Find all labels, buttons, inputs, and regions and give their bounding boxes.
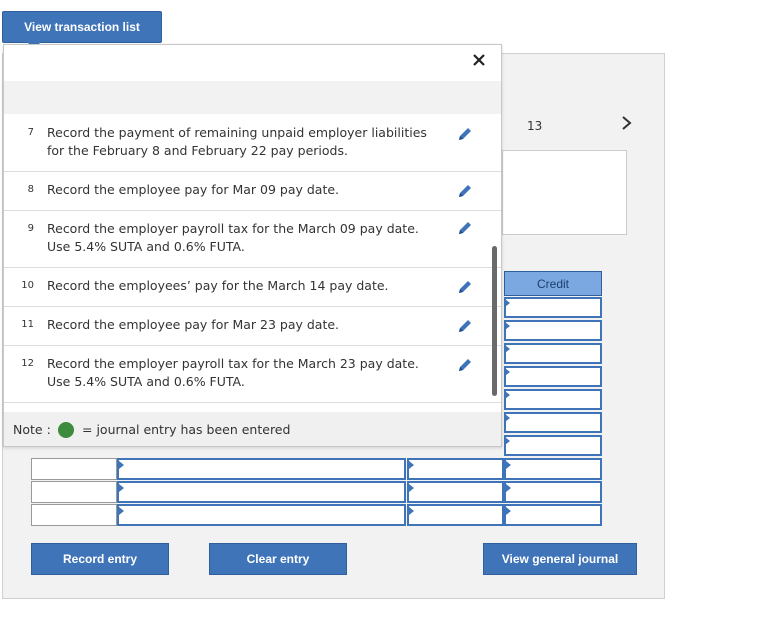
- transaction-number: 7: [27, 127, 34, 138]
- account-select[interactable]: [117, 458, 406, 480]
- transaction-text: Record the employee pay for Mar 09 pay date.: [47, 182, 340, 197]
- transaction-item-8[interactable]: [4, 172, 501, 211]
- transaction-list-popup: [3, 44, 502, 447]
- pencil-icon[interactable]: [456, 317, 474, 335]
- account-select[interactable]: [117, 504, 406, 526]
- credit-column-header: Credit: [504, 271, 602, 296]
- pencil-icon[interactable]: [456, 278, 474, 296]
- pencil-icon[interactable]: [456, 182, 474, 200]
- pencil-icon[interactable]: [456, 125, 474, 143]
- credit-input[interactable]: [504, 412, 602, 433]
- transaction-number: 12: [21, 358, 34, 369]
- transaction-number: 10: [21, 280, 34, 291]
- transaction-item-9[interactable]: [4, 211, 501, 268]
- scrollbar[interactable]: [492, 246, 497, 396]
- note-bar: [4, 412, 501, 447]
- credit-input[interactable]: [504, 458, 602, 480]
- date-input[interactable]: [31, 458, 117, 480]
- credit-input[interactable]: [504, 435, 602, 456]
- transaction-text: Record the employees’ pay for the March 14 pay date.: [47, 278, 389, 293]
- popup-band: [4, 81, 501, 114]
- date-input[interactable]: [31, 481, 117, 503]
- note-label: Note :: [13, 422, 51, 437]
- credit-input[interactable]: [504, 481, 602, 503]
- transaction-number: 11: [21, 319, 34, 330]
- transaction-number: 9: [27, 223, 34, 234]
- clear-entry-button[interactable]: Clear entry: [209, 543, 347, 575]
- pencil-icon[interactable]: [456, 219, 474, 237]
- note-text: = journal entry has been entered: [82, 422, 291, 437]
- popup-header: [4, 45, 501, 81]
- view-general-journal-button[interactable]: View general journal: [483, 543, 637, 575]
- record-entry-button[interactable]: Record entry: [31, 543, 169, 575]
- debit-input[interactable]: [407, 481, 504, 503]
- description-box[interactable]: [502, 150, 627, 235]
- transaction-text: Record the employer payroll tax for the March 23 pay date. Use 5.4% SUTA and 0.6% FUTA.: [47, 356, 419, 389]
- date-input[interactable]: [31, 504, 117, 526]
- account-select[interactable]: [117, 481, 406, 503]
- transaction-text: Record the payment of remaining unpaid employer liabilities for the February 8 and February 22 pay periods.: [47, 125, 427, 158]
- pencil-icon[interactable]: [456, 356, 474, 374]
- credit-input[interactable]: [504, 343, 602, 364]
- chevron-right-icon[interactable]: [620, 114, 634, 137]
- credit-input[interactable]: [504, 320, 602, 341]
- credit-input[interactable]: [504, 366, 602, 387]
- transaction-item-11[interactable]: [4, 307, 501, 346]
- page-number: 13: [527, 119, 543, 133]
- transaction-item-12[interactable]: [4, 346, 501, 403]
- entered-status-icon: [58, 422, 74, 438]
- debit-input[interactable]: [407, 504, 504, 526]
- transaction-item-10[interactable]: [4, 268, 501, 307]
- transaction-text: Record the employee pay for Mar 23 pay date.: [47, 317, 340, 332]
- credit-input[interactable]: [504, 504, 602, 526]
- credit-input[interactable]: [504, 297, 602, 318]
- credit-input[interactable]: [504, 389, 602, 410]
- debit-input[interactable]: [407, 458, 504, 480]
- transaction-number: 8: [27, 184, 34, 195]
- close-icon[interactable]: [470, 53, 488, 71]
- transaction-item-7[interactable]: [4, 115, 501, 172]
- view-transaction-list-button[interactable]: View transaction list: [2, 11, 162, 43]
- transaction-text: Record the employer payroll tax for the March 09 pay date. Use 5.4% SUTA and 0.6% FUTA.: [47, 221, 419, 254]
